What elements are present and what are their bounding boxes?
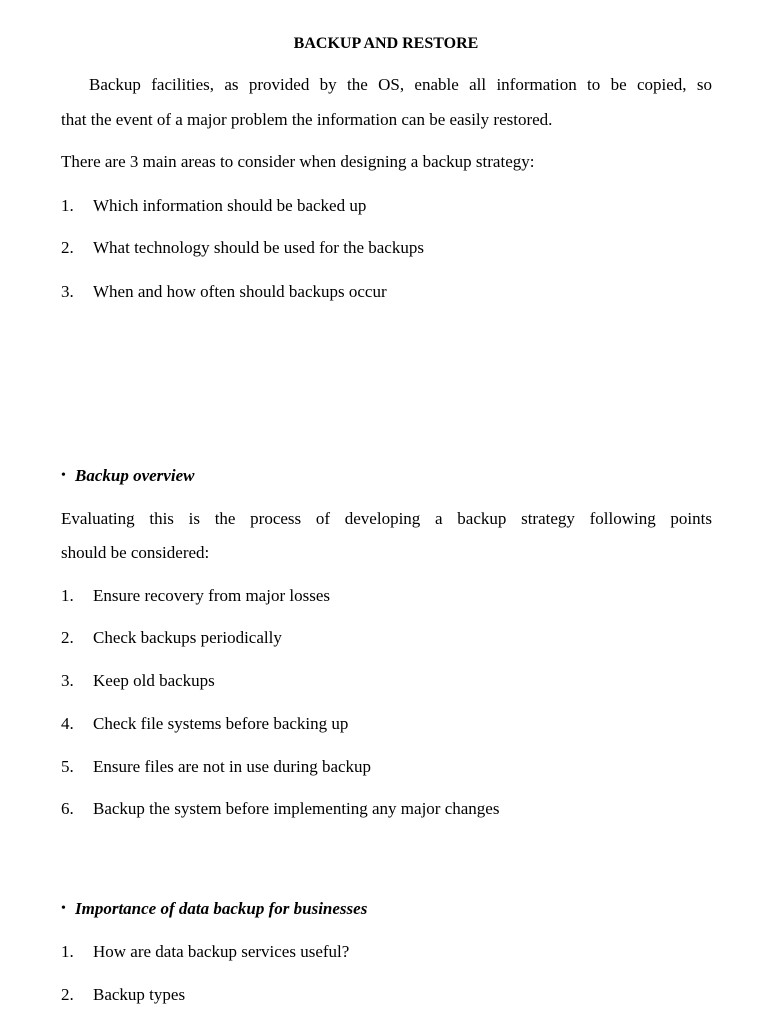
intro-paragraph-line2: that the event of a major problem the information can be easily restored.: [61, 110, 553, 129]
list-item-text: How are data backup services useful?: [93, 942, 350, 961]
list-item-number: 5.: [61, 757, 74, 776]
overview-paragraph-line1: Evaluating this is the process of developing a backup strategy following points: [61, 509, 712, 528]
list-item-number: 6.: [61, 799, 74, 818]
section-heading-importance: Importance of data backup for businesses: [75, 899, 368, 918]
bullet-icon: •: [61, 468, 66, 483]
list-item-text: What technology should be used for the backups: [93, 238, 424, 257]
intro-paragraph-line1: Backup facilities, as provided by the OS, enable all information to be copied, so: [89, 75, 712, 94]
document-title: BACKUP AND RESTORE: [293, 35, 479, 52]
list-item-number: 1.: [61, 586, 74, 605]
list-item-text: When and how often should backups occur: [93, 282, 387, 301]
bullet-icon: •: [61, 901, 66, 916]
list-item-text: Backup the system before implementing any major changes: [93, 799, 500, 818]
list-item-number: 4.: [61, 714, 74, 733]
areas-intro-text: There are 3 main areas to consider when designing a backup strategy:: [61, 152, 535, 171]
list-item-number: 3.: [61, 282, 74, 301]
list-item-text: Check file systems before backing up: [93, 714, 349, 733]
list-item-text: Which information should be backed up: [93, 196, 367, 215]
list-item-number: 1.: [61, 196, 74, 215]
list-item-text: Ensure files are not in use during backup: [93, 757, 372, 776]
section-heading-backup-overview: Backup overview: [75, 466, 195, 485]
list-item-number: 2.: [61, 238, 74, 257]
list-item-number: 3.: [61, 671, 74, 690]
list-item-number: 1.: [61, 942, 74, 961]
list-item-text: Check backups periodically: [93, 628, 282, 647]
list-item-text: Keep old backups: [93, 671, 215, 690]
list-item-number: 2.: [61, 628, 74, 647]
list-item-text: Backup types: [93, 985, 186, 1004]
list-item-text: Ensure recovery from major losses: [93, 586, 330, 605]
list-item-number: 2.: [61, 985, 74, 1004]
overview-paragraph-line2: should be considered:: [61, 543, 210, 562]
